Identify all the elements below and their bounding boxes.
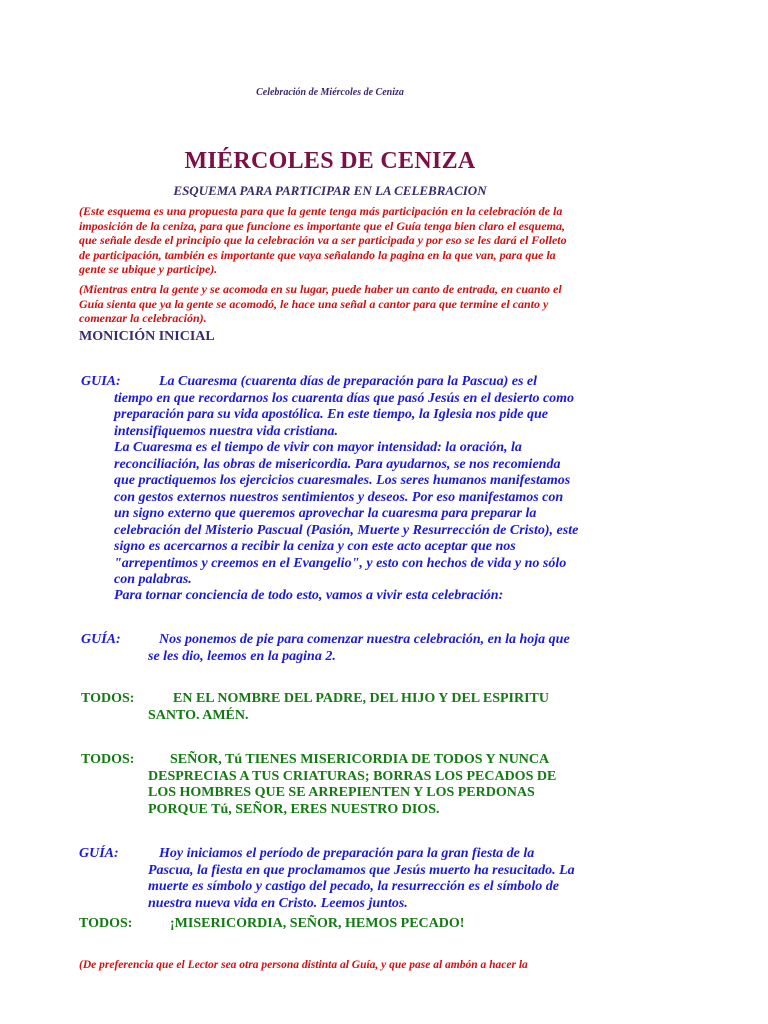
page-subtitle: ESQUEMA PARA PARTICIPAR EN LA CELEBRACION xyxy=(173,183,487,198)
section-heading: MONICIÓN INICIAL xyxy=(79,329,215,344)
page-title: MIÉRCOLES DE CENIZA xyxy=(184,148,476,174)
todos-2-paragraph: DESPRECIAS A TUS CRIATURAS; BORRAS LOS PECADOS DE LOS HOMBRES QUE SE ARREPIENTEN Y LOS PERDONAS PORQUE Tú, SEÑOR, ERES NUESTRO DIOS. xyxy=(148,768,557,817)
guia-3-first-line: Hoy iniciamos el período de preparación para la gran fiesta de la xyxy=(159,846,535,861)
guia-3-paragraph: Pascua, la fiesta en que proclamamos que Jesús muerto ha resucitado. La muerte es símbolo y castigo del pecado, la resurrección es el símbolo de nuestra nueva vida en Cristo. Leemos juntos. xyxy=(148,862,575,911)
todos-2-first-line: SEÑOR, Tú TIENES MISERICORDIA DE TODOS Y NUNCA xyxy=(170,752,550,767)
todos-1-paragraph: SANTO. AMÉN. xyxy=(148,707,249,723)
todos-3-text: ¡MISERICORDIA, SEÑOR, HEMOS PECADO! xyxy=(170,916,465,931)
todos-label: TODOS: xyxy=(81,752,135,767)
guia-2-first-line: Nos ponemos de pie para comenzar nuestra celebración, en la hoja que xyxy=(159,632,570,647)
header-note: Celebración de Miércoles de Ceniza xyxy=(256,87,404,98)
guia-label: GUIA: xyxy=(81,374,121,389)
guia-1-paragraph-3: Para tornar conciencia de todo esto, vamos a vivir esta celebración: xyxy=(114,588,504,603)
todos-1-first-line: EN EL NOMBRE DEL PADRE, DEL HIJO Y DEL ESPIRITU xyxy=(173,691,550,706)
todos-label: TODOS: xyxy=(79,916,133,931)
lector-note: (De preferencia que el Lector sea otra persona distinta al Guía, y que pase al ambón a hacer la xyxy=(79,959,528,971)
entrance-note: (Mientras entra la gente y se acomoda en su lugar, puede haber un canto de entrada, en cuanto el Guía sienta que ya la gente se acomodó, le hace una señal a cantor para que termine el canto y comenzar la celebración). xyxy=(79,282,562,326)
guia-1-paragraph-2: La Cuaresma es el tiempo de vivir con mayor intensidad: la oración, la reconciliación, las obras de misericordia. Para ayudarnos, se nos recomienda que practiquemos los ejercicios cuaresmales. Los seres humanos manifestamos con gestos externos nuestros sentimientos y deseos. Por eso manifestamos con un signo externo que queremos aprovechar la cuaresma para preparar la celebración del Misterio Pascual (Pasión, Muerte y Resurrección de Cristo), este signo es acercarnos a recibir la ceniza y con este acto aceptar que nos "arrepentimos y creemos en el Evangelio", y esto con hechos de vida y no sólo con palabras. xyxy=(114,440,579,587)
intro-note: (Este esquema es una propuesta para que la gente tenga más participación en la celebración de la imposición de la ceniza, para que funcione es importante que el Guía tenga bien claro el esquema, que señale desde el principio que la celebración va a ser participada y por eso se les dará el Folleto de participación, también es importante que vaya señalando la pagina en la que van, para que la gente se ubique y participe). xyxy=(79,204,567,277)
guia-2-paragraph: se les dio, leemos en la pagina 2. xyxy=(148,648,336,664)
guia-1-paragraph: tiempo en que recordarnos los cuarenta días que pasó Jesús en el desierto como preparación para su vida apostólica. En este tiempo, la Iglesia nos pide que intensifiquemos nuestra vida cristiana. xyxy=(114,390,575,439)
guia-label: GUÍA: xyxy=(79,846,119,861)
guia-1-first-line: La Cuaresma (cuarenta días de preparación para la Pascua) es el xyxy=(159,374,537,389)
guia-label: GUÍA: xyxy=(81,632,121,647)
guia-block-1 xyxy=(81,374,121,391)
todos-label: TODOS: xyxy=(81,691,135,706)
